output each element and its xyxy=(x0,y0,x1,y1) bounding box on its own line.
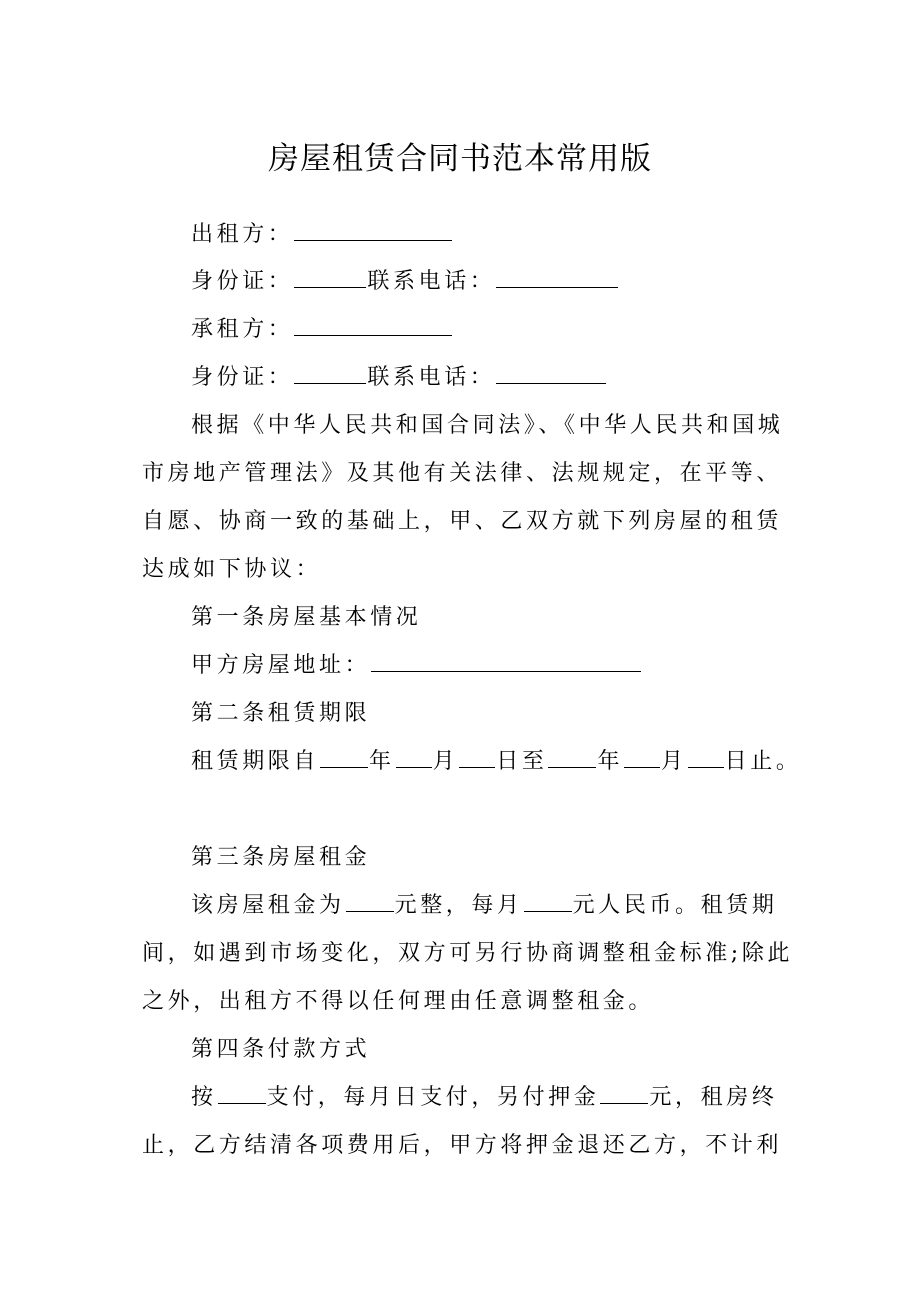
intro-line-1: 根据《中华人民共和国合同法》、《中华人民共和国城 xyxy=(191,413,784,438)
rent-monthly-blank[interactable] xyxy=(524,891,572,912)
lessee-id-blank[interactable] xyxy=(294,363,366,384)
lessor-phone-blank[interactable] xyxy=(496,267,618,288)
lessee-phone-blank[interactable] xyxy=(496,363,606,384)
payment-method-blank[interactable] xyxy=(218,1083,266,1104)
lessee-phone-label: 联系电话： xyxy=(367,365,496,390)
end-year-blank[interactable] xyxy=(548,747,596,768)
intro-line-3: 自愿、协商一致的基础上，甲、乙双方就下列房屋的租赁 xyxy=(142,509,783,534)
payment-text-a: 按 xyxy=(191,1085,217,1110)
lessor-id-blank[interactable] xyxy=(294,267,366,288)
rent-line-2: 间，如遇到市场变化，双方可另行协商调整租金标准;除此 xyxy=(142,941,794,966)
article2-heading: 第二条租赁期限 xyxy=(191,701,371,726)
payment-line-1 xyxy=(191,1083,777,1113)
rent-text-b: 元整，每月 xyxy=(394,893,523,918)
start-day-blank[interactable] xyxy=(459,747,495,768)
lessor-blank[interactable] xyxy=(294,220,452,241)
address-line xyxy=(191,651,642,681)
lessee-id-line xyxy=(191,363,607,393)
rent-total-blank[interactable] xyxy=(346,891,394,912)
rent-line-3: 之外，出租方不得以任何理由任意调整租金。 xyxy=(142,989,655,1014)
term-prefix: 租赁期限自 xyxy=(191,749,320,774)
article4-heading: 第四条付款方式 xyxy=(191,1037,371,1062)
end-month-blank[interactable] xyxy=(624,747,660,768)
lessor-id-label: 身份证： xyxy=(191,269,294,294)
term-line xyxy=(191,747,801,777)
year2-label: 年 xyxy=(597,749,624,774)
year-label: 年 xyxy=(369,749,395,774)
day-end-label: 日止。 xyxy=(724,749,802,774)
payment-line-2: 止，乙方结清各项费用后，甲方将押金退还乙方，不计利 xyxy=(142,1133,783,1158)
day-to-label: 日至 xyxy=(496,749,548,774)
payment-text-b: 支付，每月日支付，另付押金 xyxy=(266,1085,600,1110)
payment-text-c: 元，租房终 xyxy=(649,1085,778,1110)
lessor-id-line xyxy=(191,267,619,297)
lessor-line xyxy=(191,220,453,250)
rent-text-a: 该房屋租金为 xyxy=(191,893,345,918)
address-label: 甲方房屋地址： xyxy=(191,653,371,678)
end-day-blank[interactable] xyxy=(688,747,724,768)
month-label: 月 xyxy=(432,749,459,774)
lessor-label: 出租方： xyxy=(191,222,294,247)
address-blank[interactable] xyxy=(371,651,641,672)
rent-text-c: 元人民币。租赁期 xyxy=(572,893,778,918)
lessee-id-label: 身份证： xyxy=(191,365,294,390)
document-title: 房屋租赁合同书范本常用版 xyxy=(268,140,652,177)
lessee-line xyxy=(191,315,453,345)
deposit-blank[interactable] xyxy=(600,1083,648,1104)
start-year-blank[interactable] xyxy=(320,747,368,768)
article3-heading: 第三条房屋租金 xyxy=(191,845,371,870)
rent-line-1 xyxy=(191,891,777,921)
lessee-label: 承租方： xyxy=(191,317,294,342)
intro-line-4: 达成如下协议： xyxy=(142,557,322,582)
article1-heading: 第一条房屋基本情况 xyxy=(191,605,422,630)
lessee-blank[interactable] xyxy=(294,315,452,336)
lessor-phone-label: 联系电话： xyxy=(367,269,496,294)
intro-line-2: 市房地产管理法》及其他有关法律、法规规定，在平等、 xyxy=(142,461,783,486)
month2-label: 月 xyxy=(661,749,687,774)
start-month-blank[interactable] xyxy=(396,747,432,768)
